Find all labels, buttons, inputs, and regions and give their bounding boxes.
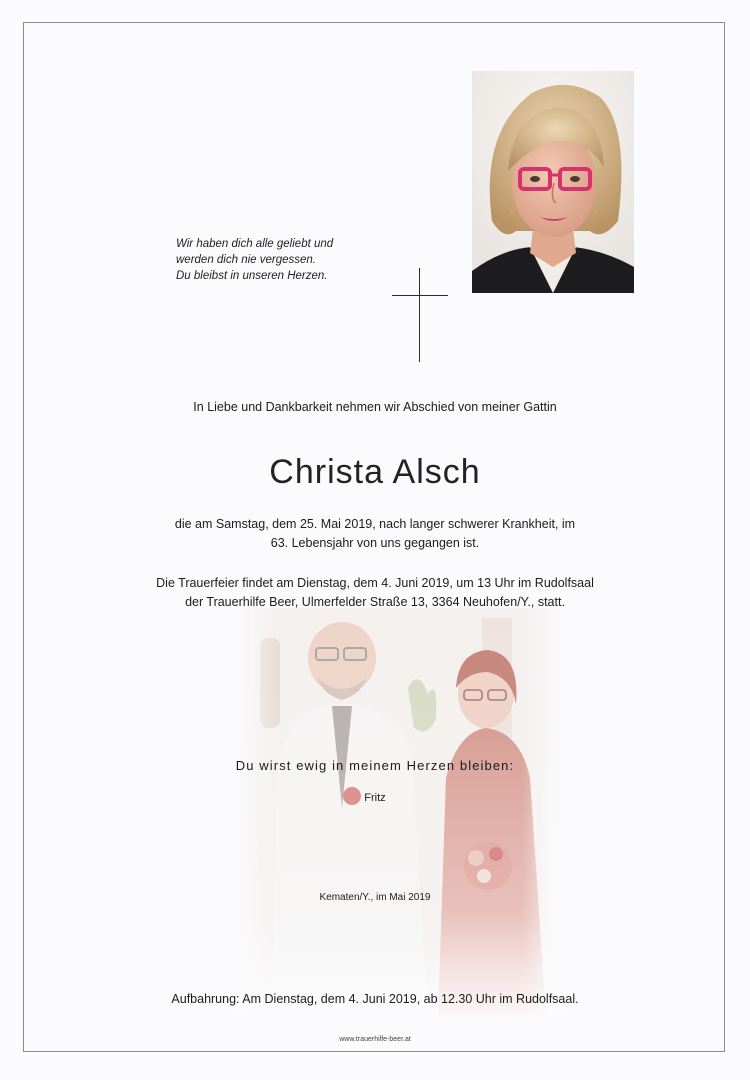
- website-link[interactable]: www.trauerhilfe-beer.at: [339, 1036, 411, 1043]
- portrait-photo: [472, 71, 634, 293]
- quote-line: Wir haben dich alle geliebt und: [176, 238, 334, 250]
- deceased-name: Christa Alsch: [269, 453, 481, 491]
- cross-icon: [392, 268, 448, 362]
- intro-text: In Liebe und Dankbarkeit nehmen wir Abschied von meiner Gattin: [193, 400, 557, 414]
- death-notice: [0, 515, 750, 553]
- death-line: die am Samstag, dem 25. Mai 2019, nach langer schwerer Krankheit, im: [174, 517, 576, 531]
- couple-photo: [232, 608, 562, 1016]
- lying-in-state-notice: Aufbahrung: Am Dienstag, dem 4. Juni 2019, ab 12.30 Uhr im Rudolfsaal.: [171, 992, 579, 1006]
- signer-name: Fritz: [364, 792, 386, 804]
- funeral-service-notice: [0, 574, 750, 612]
- quote-line: Du bleibst in unseren Herzen.: [176, 270, 328, 282]
- closing-quote: Du wirst ewig in meinem Herzen bleiben:: [235, 758, 515, 773]
- memorial-quote: [176, 236, 406, 284]
- death-line: 63. Lebensjahr von uns gegangen ist.: [270, 536, 480, 550]
- quote-line: werden dich nie vergessen.: [176, 254, 316, 266]
- service-line: Die Trauerfeier findet am Dienstag, dem 4. Juni 2019, um 13 Uhr im Rudolfsaal: [156, 576, 594, 590]
- service-line: der Trauerhilfe Beer, Ulmerfelder Straße 13, 3364 Neuhofen/Y., statt.: [185, 595, 565, 609]
- place-date: Kematen/Y., im Mai 2019: [319, 892, 431, 903]
